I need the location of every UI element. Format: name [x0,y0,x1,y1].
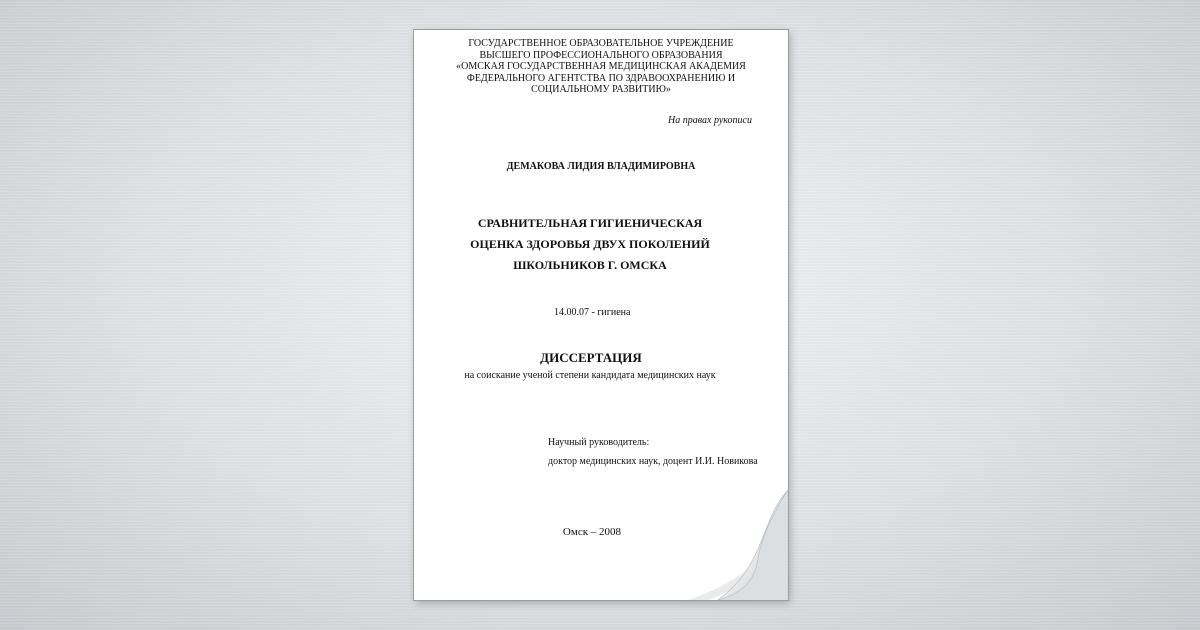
supervisor-name: доктор медицинских наук, доцент И.И. Новикова [548,456,758,467]
page-curl-icon [688,480,788,600]
institution-line: СОЦИАЛЬНОМУ РАЗВИТИЮ» [531,84,671,95]
institution-line: ФЕДЕРАЛЬНОГО АГЕНТСТВА ПО ЗДРАВООХРАНЕНИЮ И [466,72,736,84]
dissertation-title [414,213,766,276]
specialty-code: 14.00.07 - гигиена [554,307,631,318]
document-type: ДИССЕРТАЦИЯ [540,350,642,365]
title-line: ОЦЕНКА ЗДОРОВЬЯ ДВУХ ПОКОЛЕНИЙ [470,237,710,251]
degree-line: на соискание ученой степени кандидата медицинских наук [464,370,716,381]
institution-line: «ОМСКАЯ ГОСУДАРСТВЕННАЯ МЕДИЦИНСКАЯ АКАДЕМИЯ [456,61,746,72]
author-name: ДЕМАКОВА ЛИДИЯ ВЛАДИМИРОВНА [506,161,696,172]
supervisor-label: Научный руководитель: [548,437,650,448]
rights-note: На правах рукописи [668,115,752,126]
document-page [414,30,788,600]
city-year: Омск – 2008 [562,526,622,538]
title-line: ШКОЛЬНИКОВ Г. ОМСКА [513,258,667,272]
title-line: СРАВНИТЕЛЬНАЯ ГИГИЕНИЧЕСКАЯ [477,216,703,230]
institution-header [434,38,768,96]
institution-line: ВЫСШЕГО ПРОФЕССИОНАЛЬНОГО ОБРАЗОВАНИЯ [479,49,723,61]
institution-line: ГОСУДАРСТВЕННОЕ ОБРАЗОВАТЕЛЬНОЕ УЧРЕЖДЕНИЕ [468,38,734,49]
